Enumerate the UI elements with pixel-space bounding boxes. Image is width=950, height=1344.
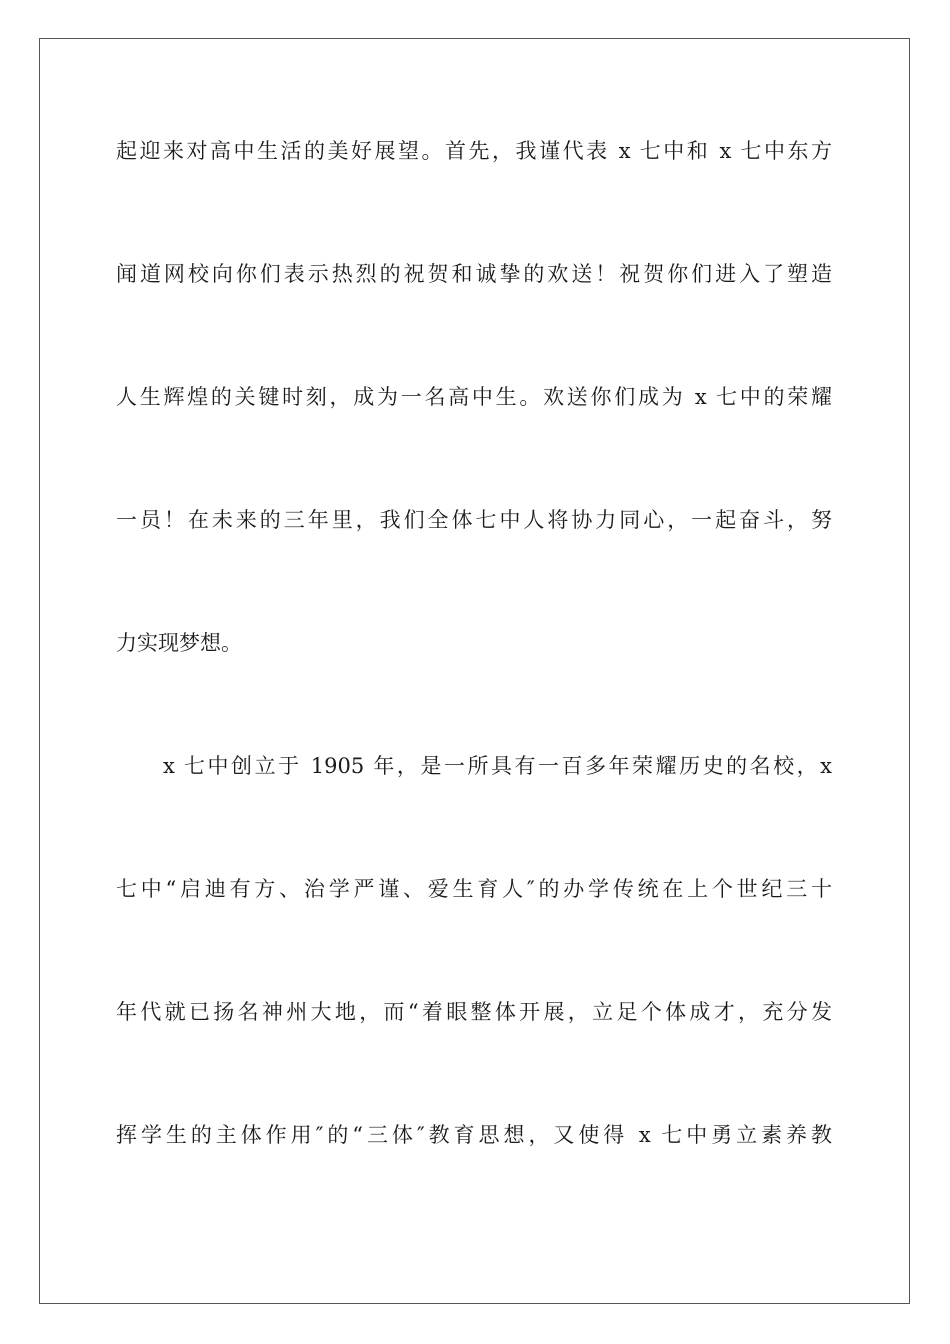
paragraph-line-8: 年代就已扬名神州大地，而“着眼整体开展，立足个体成才，充分发: [116, 1000, 832, 1024]
paragraph-line-5: 力实现梦想。: [116, 631, 242, 655]
paragraph-line-1: 起迎来对高中生活的美好展望。首先，我谨代表 x 七中和 x 七中东方: [116, 139, 832, 163]
paragraph-line-3: 人生辉煌的关键时刻，成为一名高中生。欢送你们成为 x 七中的荣耀: [116, 385, 832, 409]
page-border: [39, 38, 910, 1304]
paragraph-line-6: x 七中创立于 1905 年，是一所具有一百多年荣耀历史的名校，x: [163, 754, 832, 778]
paragraph-line-4: 一员！在未来的三年里，我们全体七中人将协力同心，一起奋斗，努: [116, 508, 832, 532]
paragraph-line-7: 七中“启迪有方、治学严谨、爱生育人″的办学传统在上个世纪三十: [116, 877, 832, 901]
paragraph-line-2: 闻道网校向你们表示热烈的祝贺和诚挚的欢送！祝贺你们进入了塑造: [116, 262, 832, 286]
paragraph-line-9: 挥学生的主体作用″的“三体″教育思想，又使得 x 七中勇立素养教: [116, 1123, 832, 1147]
